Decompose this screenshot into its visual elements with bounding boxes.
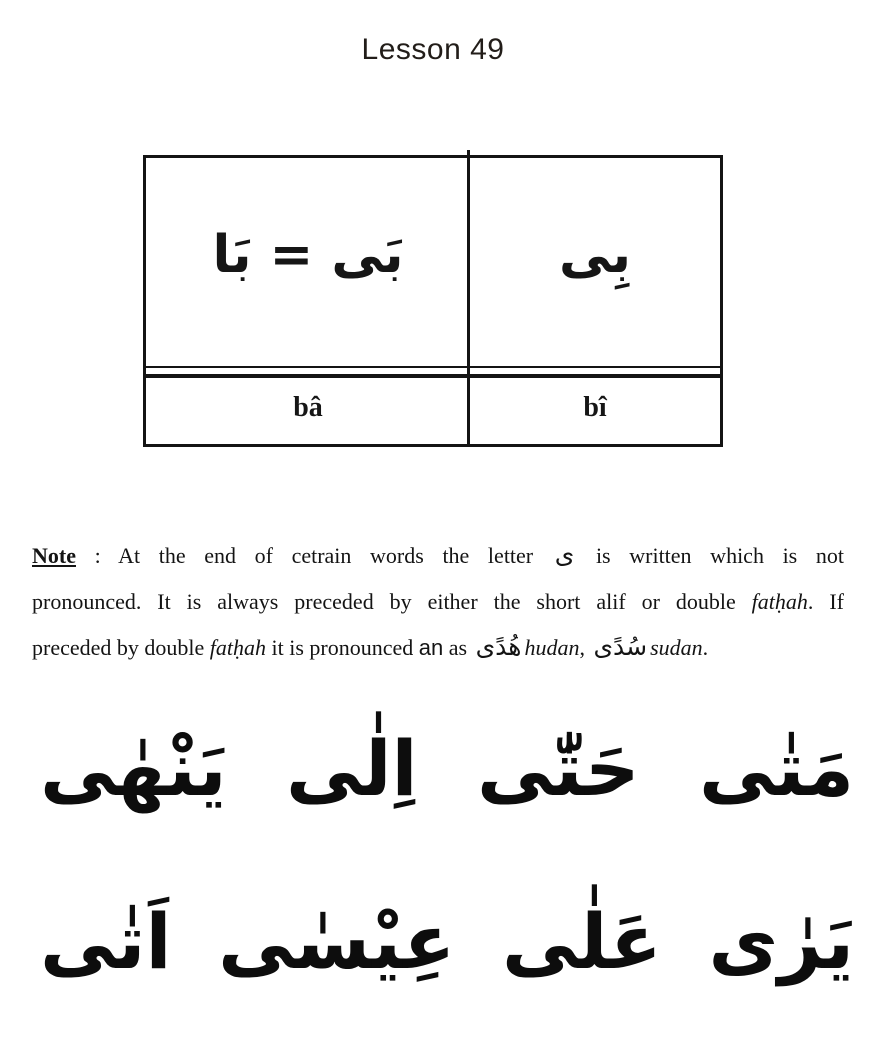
page-title: Lesson 49 bbox=[361, 33, 505, 66]
term-sudan: sudan bbox=[650, 635, 703, 660]
note-line-1 bbox=[32, 532, 844, 579]
arabic-word-ila: اِلٰى bbox=[286, 724, 418, 813]
note-line-2 bbox=[32, 579, 844, 625]
arabic-word-row-2 bbox=[40, 856, 854, 1028]
term-hudan: hudan bbox=[524, 635, 580, 660]
arabic-word-sudan: سُدًى bbox=[593, 632, 648, 661]
table-cell-bi: بِى bbox=[558, 225, 632, 285]
note-text-2: pronounced. It is always preceded by either the short alif or double bbox=[32, 588, 752, 614]
table-label-row bbox=[146, 374, 720, 444]
note-text-3: preceded by double bbox=[32, 635, 210, 660]
table-label-bi: bî bbox=[583, 392, 607, 423]
term-fathah-1: fatḥah bbox=[751, 588, 808, 614]
arabic-word-hatta: حَتّٰى bbox=[476, 724, 640, 813]
note-text-1: At the end of cetrain words the letter bbox=[118, 543, 552, 568]
table-column-divider bbox=[467, 150, 470, 444]
table-arabic-row bbox=[146, 158, 720, 366]
arabic-word-ata: اَتٰى bbox=[40, 897, 172, 986]
arabic-word-hudan: هُدًى bbox=[475, 632, 522, 661]
table-row-separator bbox=[146, 366, 720, 374]
arabic-word-isa: عِيْسٰى bbox=[218, 897, 456, 986]
note-period: . bbox=[702, 635, 709, 660]
term-an: an bbox=[418, 635, 444, 660]
table-label-ba: bâ bbox=[293, 392, 323, 423]
term-fathah-2: fatḥah bbox=[209, 635, 266, 660]
note-heading: Note bbox=[32, 543, 76, 568]
note-line-3 bbox=[32, 624, 844, 671]
letter-table bbox=[143, 155, 723, 447]
table-cell-ba-equation: بَى = بَا bbox=[212, 225, 404, 285]
arabic-word-mata: مَتٰى bbox=[699, 724, 854, 813]
note-text-1b: is written which is not bbox=[577, 543, 844, 568]
note-colon: : bbox=[75, 543, 119, 568]
arabic-word-ala: عَلٰى bbox=[502, 897, 662, 986]
note-text-2b: . If bbox=[807, 588, 844, 614]
arabic-word-yanha: يَنْهٰى bbox=[40, 724, 227, 813]
note-text-3c: as bbox=[443, 635, 473, 660]
note-comma: , bbox=[579, 635, 591, 660]
note-paragraph bbox=[32, 532, 844, 671]
note-text-3b: it is pronounced bbox=[266, 635, 419, 660]
arabic-letter-ya: ى bbox=[554, 540, 575, 569]
arabic-word-row-1 bbox=[40, 688, 854, 850]
arabic-word-yara: يَرٰى bbox=[708, 897, 854, 986]
